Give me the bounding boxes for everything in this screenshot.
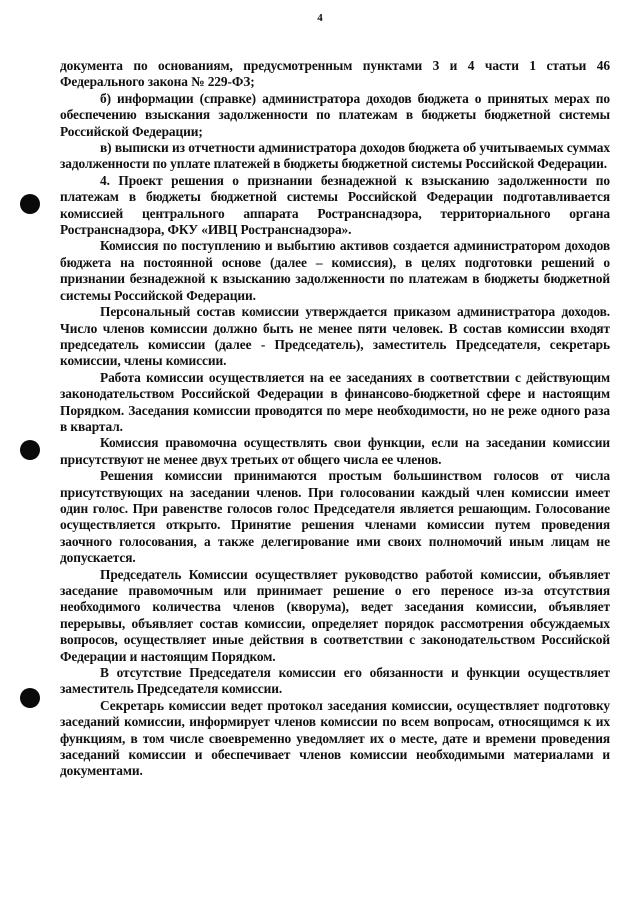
paragraph-continuation: документа по основаниям, предусмотренным пунктами 3 и 4 части 1 статьи 46 Федерального закона № 229-ФЗ; [60, 58, 610, 90]
paragraph-item-v: в) выписки из отчетности администратора доходов бюджета об учитываемых суммах задолженности по уплате платежей в бюджеты бюджетной системы Российской Федерации. [60, 140, 610, 172]
paragraph-chairman: Председатель Комиссии осуществляет руководство работой комиссии, объявляет заседание правомочным или принимает решение о его переносе из-за отсутствия необходимого количества членов (кворума), ведет заседания комиссии, объявляет перерывы, объявляет состав комиссии, определяет порядок рассмотрения обсуждаемых вопросов, осуществляет иные действия в соответствии с законодательством Российской Федерации и настоящим Порядком. [60, 566, 610, 664]
paragraph-commission-work: Работа комиссии осуществляется на ее заседаниях в соответствии с действующим законодательством Российской Федерации в финансово-бюджетной сфере и настоящим Порядком. Заседания комиссии проводятся по мере необходимости, но не реже одного раза в квартал. [60, 369, 610, 434]
paragraph-item-b: б) информации (справке) администратора доходов бюджета о принятых мерах по обеспечению взыскания задолженности по платежам в бюджеты бюджетной системы Российской Федерации; [60, 90, 610, 139]
paragraph-decisions: Решения комиссии принимаются простым большинством голосов от числа присутствующих на заседании членов. При голосовании каждый член комиссии имеет один голос. При равенстве голосов голос Председателя является решающим. Голосование осуществляется открыто. Принятие решения членами комиссии путем проведения заочного голосования, а также делегирование ими своих полномочий иным лицам не допускается. [60, 468, 610, 566]
paragraph-commission-composition: Персональный состав комиссии утверждается приказом администратора доходов. Число членов комиссии должно быть не менее пяти человек. В состав комиссии входят председатель комиссии (далее - Председатель), заместитель Председателя, секретарь комиссии, члены комиссии. [60, 304, 610, 369]
punch-hole [20, 688, 40, 708]
paragraph-secretary: Секретарь комиссии ведет протокол заседания комиссии, осуществляет подготовку заседаний комиссии, информирует членов комиссии по всем вопросам, относящимся к их функциям, в том числе своевременно уведомляет их о месте, дате и времени проведения заседаний комиссии и обеспечивает членов комиссии необходимыми материалами и документами. [60, 697, 610, 779]
punch-hole [20, 194, 40, 214]
paragraph-section-4: 4. Проект решения о признании безнадежной к взысканию задолженности по платежам в бюджеты бюджетной системы Российской Федерации подготавливается комиссией центрального аппарата Ространснадзора, территориального органа Ространснадзора, ФКУ «ИВЦ Ространснадзора». [60, 172, 610, 238]
page-number: 4 [317, 12, 323, 24]
paragraph-commission-creation: Комиссия по поступлению и выбытию активов создается администратором доходов бюджета на постоянной основе (далее – комиссия), в целях подготовки решений о признании безнадежной к взысканию задолженности по платежам в бюджеты бюджетной системы Российской Федерации. [60, 238, 610, 303]
paragraph-deputy: В отсутствие Председателя комиссии его обязанности и функции осуществляет заместитель Председателя комиссии. [60, 665, 610, 697]
paragraph-quorum: Комиссия правомочна осуществлять свои функции, если на заседании комиссии присутствуют не менее двух третьих от общего числа ее членов. [60, 435, 610, 467]
punch-hole [20, 440, 40, 460]
document-body [60, 58, 610, 780]
